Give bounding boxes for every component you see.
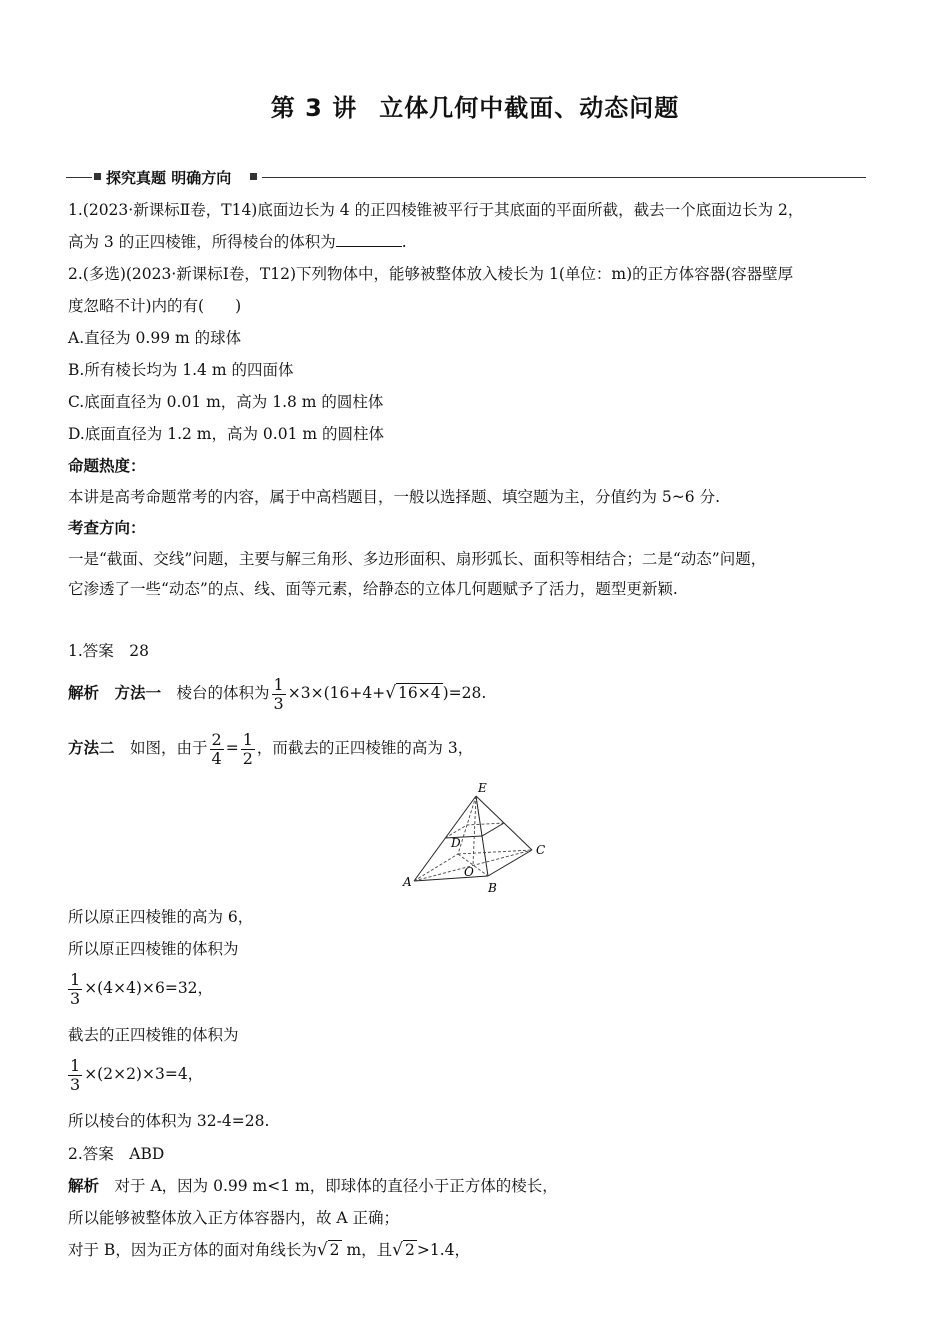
edge-ad xyxy=(414,854,458,881)
method1-label: 解析 方法一 xyxy=(68,684,162,702)
sqrt-radical: √ 2 xyxy=(316,1240,340,1260)
q1-line2 xyxy=(68,232,407,252)
pyramid-figure xyxy=(400,778,560,898)
q2-option-a: A.直径为 0.99 m 的球体 xyxy=(68,329,242,347)
title-lecture-number: 第 3 讲 xyxy=(270,94,358,122)
text: >1.4， xyxy=(416,1241,471,1259)
ans1-line4: 截去的正四棱锥的体积为 xyxy=(68,1026,239,1044)
frac-num: 1 xyxy=(273,674,284,694)
q2-line2: 度忽略不计)内的有( ) xyxy=(68,297,242,315)
radicand: 2 xyxy=(329,1241,340,1259)
ans1-line6: 所以棱台的体积为 32-4=28. xyxy=(68,1112,270,1130)
expr: ×(4×4)×6=32， xyxy=(84,979,214,997)
method1-text: 棱台的体积为 xyxy=(176,684,270,702)
fraction xyxy=(210,731,224,768)
q1-period: . xyxy=(401,233,407,251)
ans2-label: 2.答案 ABD xyxy=(68,1145,165,1163)
q1-text: 高为 3 的正四棱锥，所得棱台的体积为 xyxy=(68,233,336,251)
direction-line2: 它渗透了一些“动态”的点、线、面等元素，给静态的立体几何题赋予了活力，题型更新颖. xyxy=(68,580,678,598)
ans1-method1 xyxy=(68,673,486,713)
edge-bc xyxy=(488,850,532,876)
method2-label: 方法二 xyxy=(68,739,115,757)
method1-expr-b: )=28. xyxy=(442,684,487,702)
label-c: C xyxy=(536,843,546,857)
fraction xyxy=(241,731,255,768)
sqrt-radical: √ 16×4 xyxy=(385,683,441,703)
ans1-label: 1.答案 28 xyxy=(68,642,150,660)
fraction xyxy=(68,1057,82,1094)
section-header xyxy=(66,166,866,188)
square-bullet-icon xyxy=(94,173,101,180)
divider-right xyxy=(262,177,866,178)
label-b: B xyxy=(488,881,497,895)
ans1-line2: 所以原正四棱锥的体积为 xyxy=(68,940,239,958)
radicand: 16×4 xyxy=(398,684,441,702)
q1-line1: 1.(2023·新课标Ⅱ卷，T14)底面边长为 4 的正四棱锥被平行于其底面的平面所截，截去一个底面边长为 2， xyxy=(68,201,804,219)
label-a: A xyxy=(403,875,412,889)
text: m，且 xyxy=(341,1241,393,1259)
direction-line1: 一是“截面、交线”问题，主要与解三角形、多边形面积、扇形弧长、面积等相结合；二是“动态”问题， xyxy=(68,550,767,568)
frac-den: 3 xyxy=(70,988,81,1008)
frac-num: 1 xyxy=(70,1055,81,1075)
fraction xyxy=(68,971,82,1008)
frac-num: 1 xyxy=(70,969,81,989)
frac-den: 2 xyxy=(242,748,253,768)
q2-option-c: C.底面直径为 0.01 m，高为 1.8 m 的圆柱体 xyxy=(68,393,384,411)
frac-den: 4 xyxy=(211,748,222,768)
edge-dc xyxy=(458,850,532,854)
frac-den: 3 xyxy=(273,693,284,713)
height-eo xyxy=(473,796,476,865)
ans2-line-a xyxy=(68,1176,558,1196)
answer-blank[interactable] xyxy=(336,232,402,247)
label-d: D xyxy=(451,836,461,850)
ans2-line-c xyxy=(68,1240,470,1260)
square-bullet-icon xyxy=(250,173,257,180)
ans1-line5 xyxy=(68,1054,203,1094)
heat-text: 本讲是高考命题常考的内容，属于中高档题目，一般以选择题、填空题为主，分值约为 5~6 分. xyxy=(68,488,720,506)
q2-line1: 2.(多选)(2023·新课标Ⅰ卷，T12)下列物体中，能够被整体放入棱长为 1(单位：m)的正方体容器(容器壁厚 xyxy=(68,265,794,283)
method2-text-b: ，而截去的正四棱锥的高为 3， xyxy=(256,739,474,757)
radicand: 2 xyxy=(405,1241,415,1259)
heat-label: 命题热度： xyxy=(68,457,146,475)
frac-num: 2 xyxy=(211,729,222,749)
method1-expr-a: ×3×(16+4+ xyxy=(287,684,386,702)
ans1-line1: 所以原正四棱锥的高为 6， xyxy=(68,908,254,926)
q2-option-d: D.底面直径为 1.2 m，高为 0.01 m 的圆柱体 xyxy=(68,425,384,443)
ans1-method2 xyxy=(68,728,473,768)
equals-sign: = xyxy=(225,739,239,757)
expr: ×(2×2)×3=4， xyxy=(84,1065,204,1083)
label-o: O xyxy=(464,865,474,879)
method2-text-a: 如图，由于 xyxy=(130,739,208,757)
label-e: E xyxy=(478,781,487,795)
divider-left xyxy=(66,177,92,178)
ans2-line-b: 所以能够被整体放入正方体容器内，故 A 正确； xyxy=(68,1209,400,1227)
sqrt-radical: √ 2 xyxy=(392,1240,415,1260)
frac-den: 3 xyxy=(70,1074,81,1094)
title-topic: 立体几何中截面、动态问题 xyxy=(379,94,680,122)
frac-num: 1 xyxy=(242,729,253,749)
q2-option-b: B.所有棱长均为 1.4 m 的四面体 xyxy=(68,361,294,379)
text: 对于 B，因为正方体的面对角线长为 xyxy=(68,1241,317,1259)
ans1-line3 xyxy=(68,968,213,1008)
fraction xyxy=(272,676,286,713)
analysis-label: 解析 xyxy=(68,1177,100,1195)
direction-label: 考查方向： xyxy=(68,519,146,537)
page-title xyxy=(0,88,950,123)
analysis-text: 对于 A，因为 0.99 m<1 m，即球体的直径小于正方体的棱长， xyxy=(114,1177,558,1195)
section-label: 探究真题 明确方向 xyxy=(106,169,232,187)
